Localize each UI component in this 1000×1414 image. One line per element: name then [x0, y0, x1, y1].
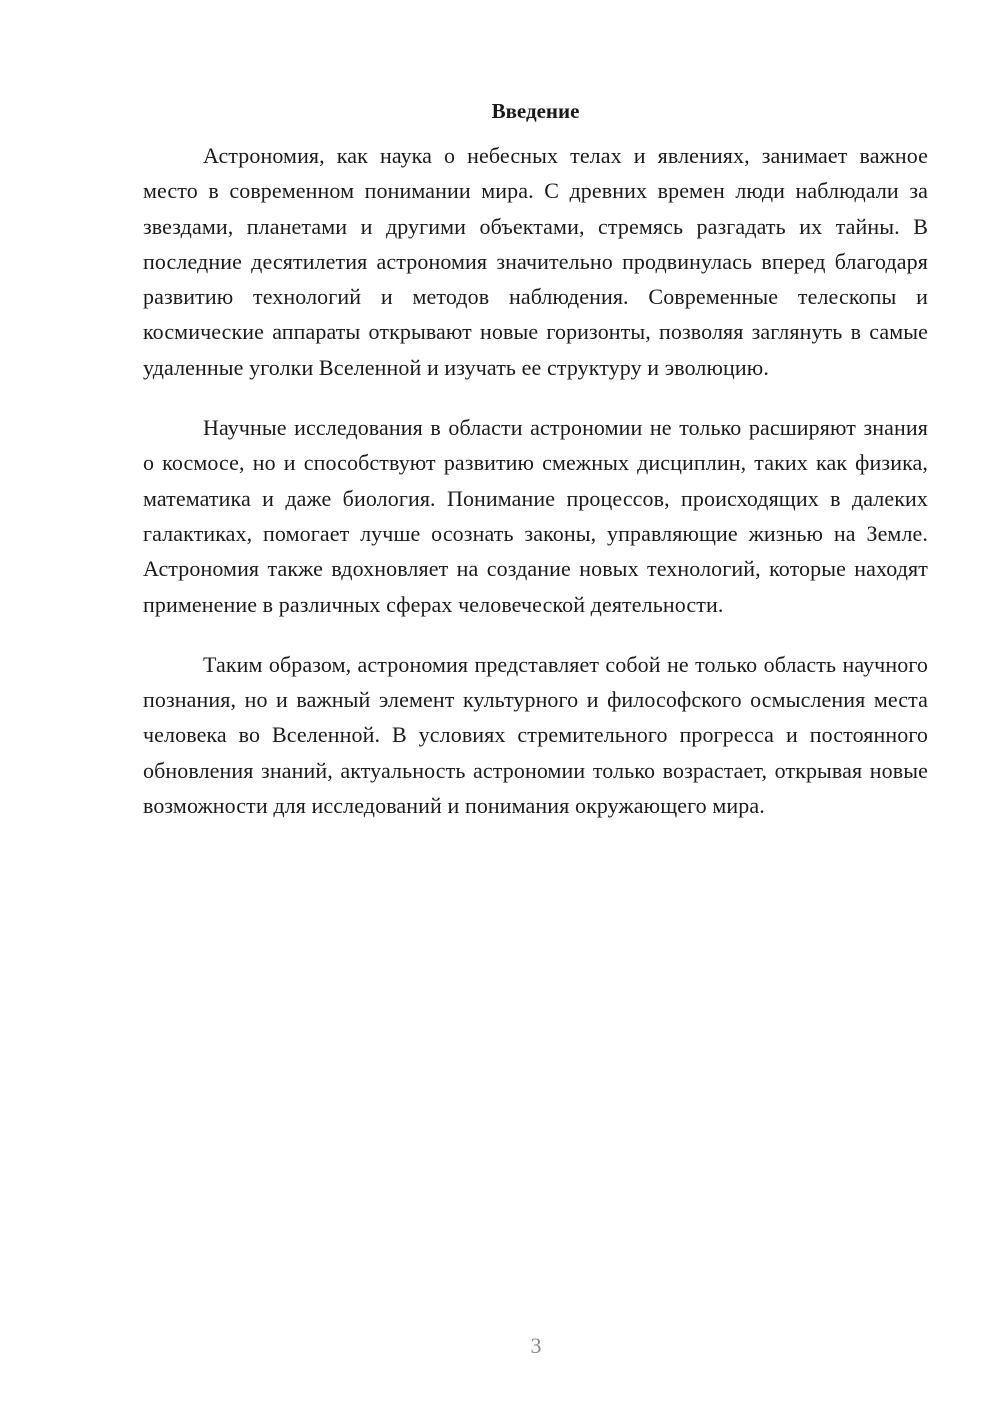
- paragraph-3: Таким образом, астрономия представляет собой не только область научного познания, но и важный элемент культурного и философского осмысления места человека во Вселенной. В условиях стремительного прогресса и постоянного обновления знаний, актуальность астрономии только возрастает, открывая новые возможности для исследований и понимания окружающего мира.: [143, 651, 928, 819]
- paragraph-2: Научные исследования в области астрономии не только расширяют знания о космосе, но и способствуют развитию смежных дисциплин, таких как физика, математика и даже биология. Понимание процессов, происходящих в далеких галактиках, помогает лучше осознать законы, управляющие жизнью на Земле. Астрономия также вдохновляет на создание новых технологий, которые находят применение в различных сферах человеческой деятельности.: [143, 415, 928, 617]
- paragraph-1: Астрономия, как наука о небесных телах и явлениях, занимает важное место в современном понимании мира. С древних времен люди наблюдали за звездами, планетами и другими объектами, стремясь разгадать их тайны. В последние десятилетия астрономия значительно продвинулась вперед благодаря развитию технологий и методов наблюдения. Современные телескопы и космические аппараты открывают новые горизонты, позволяя заглянуть в самые удаленные уголки Вселенной и изучать ее структуру и эволюцию.: [143, 143, 928, 380]
- section-title: Введение: [491, 99, 580, 123]
- page-number: 3: [530, 1333, 542, 1358]
- page-content: [143, 96, 928, 848]
